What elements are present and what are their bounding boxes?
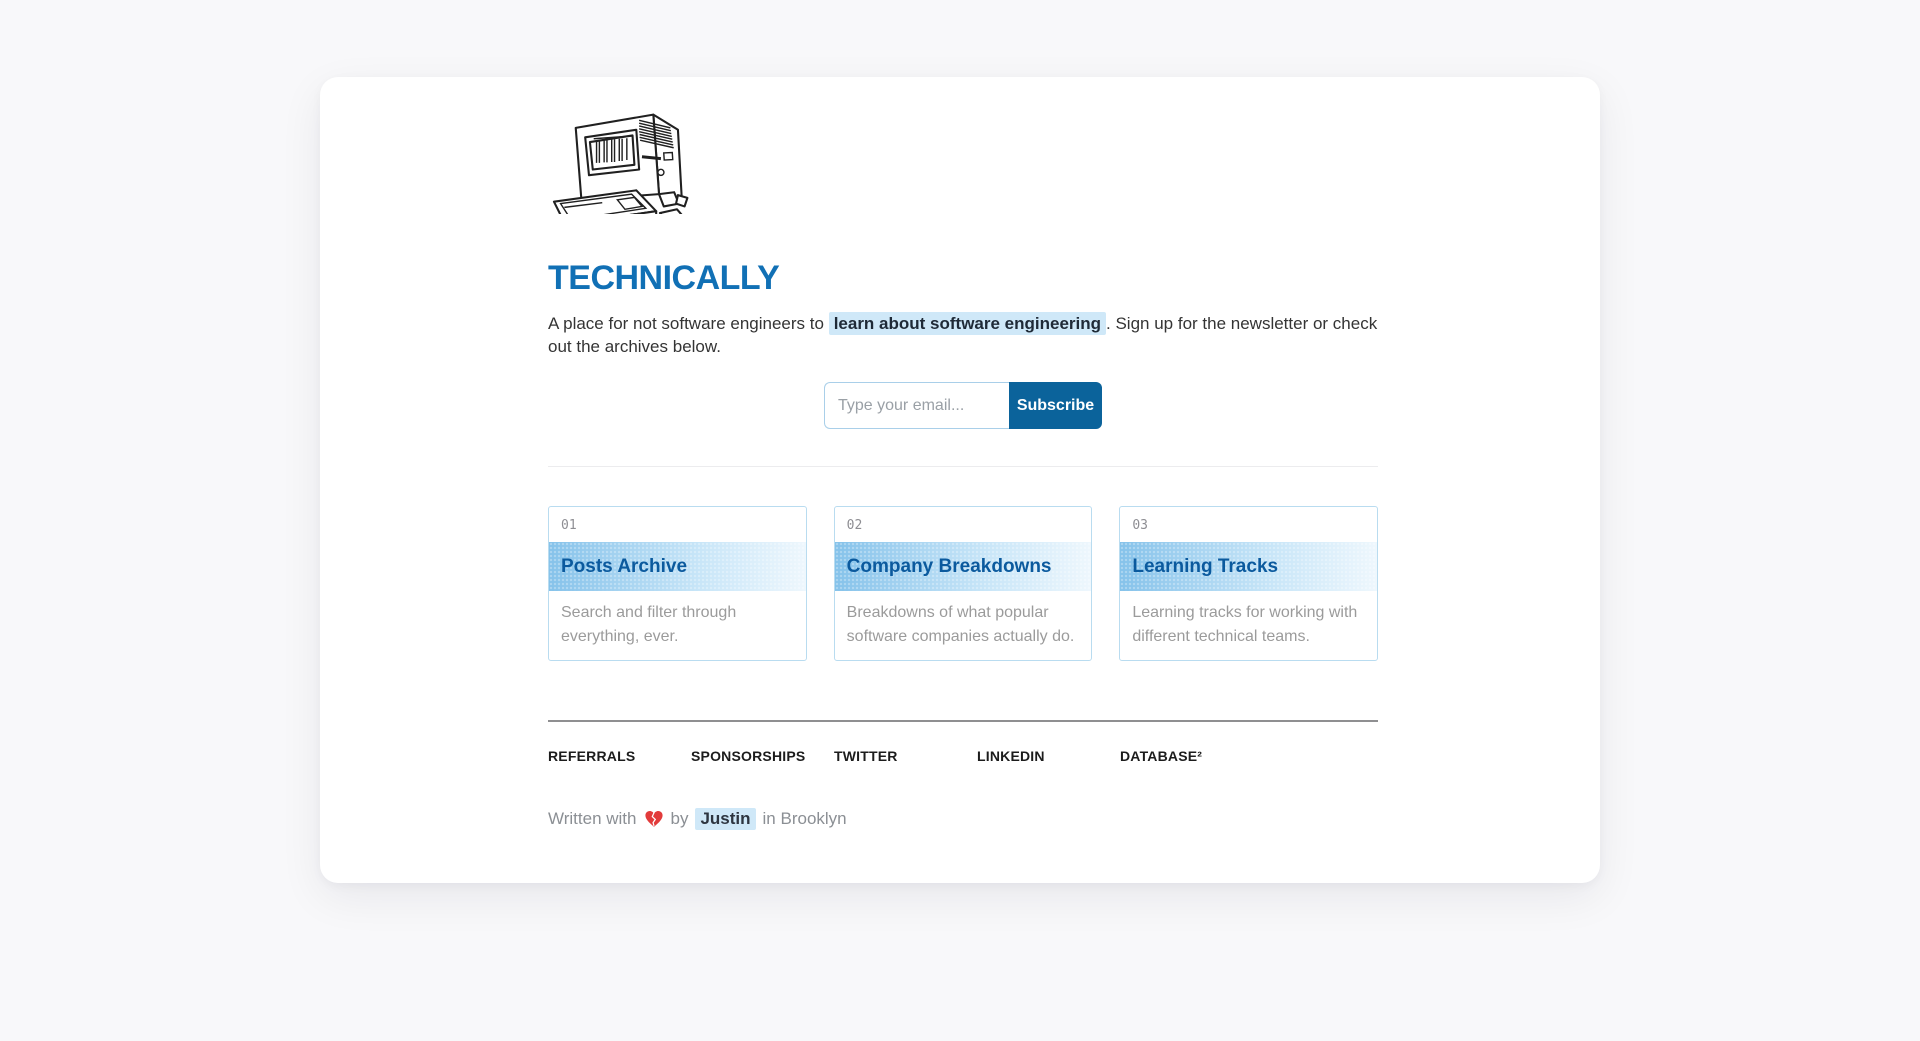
card-title-band bbox=[1120, 542, 1377, 591]
content-column bbox=[320, 77, 1378, 830]
intro-text bbox=[548, 312, 1378, 358]
footer-link-linkedin[interactable]: LINKEDIN bbox=[977, 748, 1045, 764]
divider-top bbox=[548, 466, 1378, 467]
footer-link-twitter[interactable]: TWITTER bbox=[834, 748, 898, 764]
footer-links bbox=[548, 748, 1378, 764]
byline-prefix: Written with bbox=[548, 809, 637, 828]
author-link[interactable]: Justin bbox=[695, 808, 755, 830]
broken-heart-icon bbox=[644, 810, 664, 828]
byline bbox=[548, 808, 1378, 830]
archive-cards-row bbox=[548, 506, 1378, 661]
card-posts-archive[interactable] bbox=[548, 506, 807, 661]
card-learning-tracks[interactable] bbox=[1119, 506, 1378, 661]
card-description: Learning tracks for working with different technical teams. bbox=[1132, 604, 1358, 645]
byline-connector: by bbox=[670, 809, 689, 828]
card-number: 03 bbox=[1132, 518, 1148, 533]
learn-about-link[interactable]: learn about software engineering bbox=[829, 312, 1106, 335]
card-title: Company Breakdowns bbox=[846, 555, 1052, 577]
vintage-computer-illustration bbox=[548, 108, 700, 214]
intro-after: . Sign up for the newsletter or check out the archives below. bbox=[548, 314, 1378, 356]
card-title-band bbox=[835, 542, 1092, 591]
subscribe-form bbox=[824, 382, 1102, 429]
card-company-breakdowns[interactable] bbox=[834, 506, 1093, 661]
card-description: Search and filter through everything, ever. bbox=[561, 604, 737, 645]
footer-link-referrals[interactable]: REFERRALS bbox=[548, 748, 636, 764]
card-number: 01 bbox=[561, 518, 577, 533]
divider-bottom bbox=[548, 720, 1378, 722]
subscribe-button[interactable]: Subscribe bbox=[1009, 382, 1102, 429]
card-description: Breakdowns of what popular software companies actually do. bbox=[846, 604, 1075, 645]
card-title-band bbox=[549, 542, 806, 591]
byline-suffix: in Brooklyn bbox=[762, 809, 847, 828]
intro-before: A place for not software engineers to bbox=[548, 314, 824, 333]
vintage-computer-icon bbox=[548, 108, 700, 214]
page-title: TECHNICALLY bbox=[548, 259, 780, 297]
card-title: Learning Tracks bbox=[1132, 555, 1279, 577]
main-panel bbox=[320, 77, 1600, 883]
email-input[interactable] bbox=[824, 382, 1009, 429]
card-title: Posts Archive bbox=[561, 555, 688, 577]
card-number: 02 bbox=[846, 518, 863, 533]
footer-link-database[interactable]: DATABASE² bbox=[1120, 748, 1203, 764]
footer-link-sponsorships[interactable]: SPONSORSHIPS bbox=[691, 748, 806, 764]
